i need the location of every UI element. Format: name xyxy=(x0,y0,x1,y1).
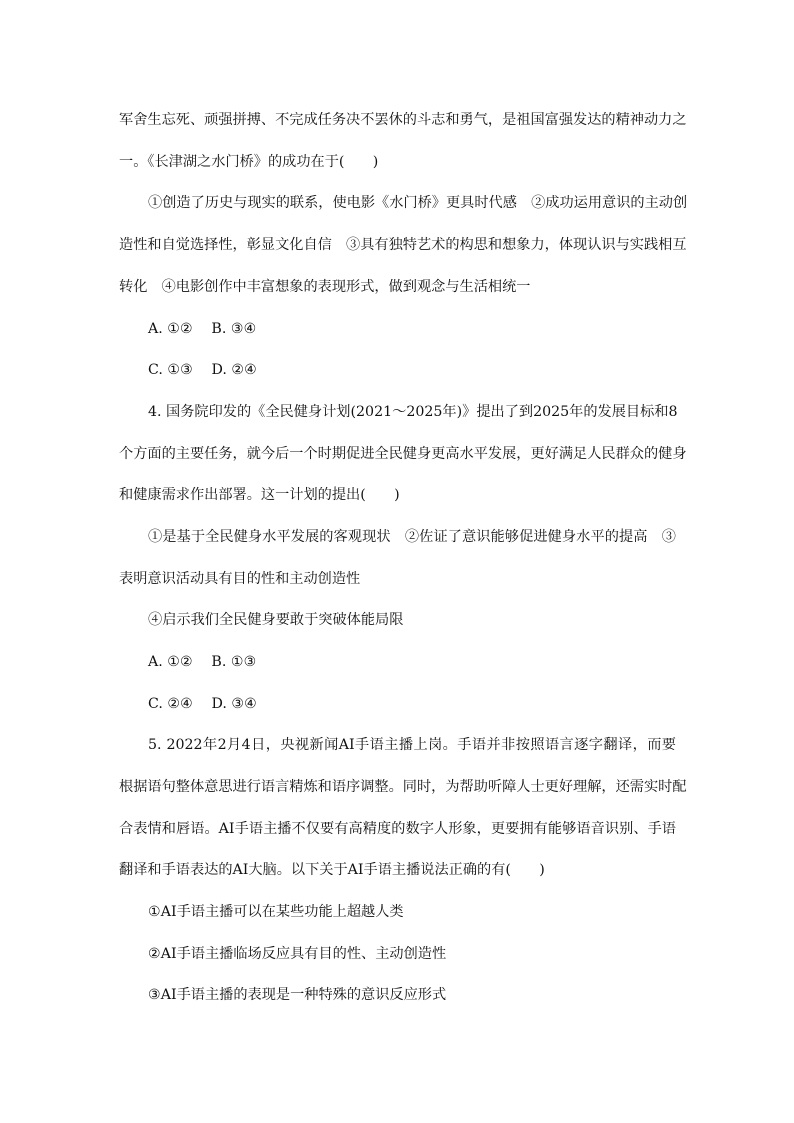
answer-choices: C. ②④ D. ③④ xyxy=(148,696,257,712)
option-line: 转化 ④电影创作中丰富想象的表现形式，做到观念与生活相统一 xyxy=(119,279,531,295)
option-line: ④启示我们全民健身要敢于突破体能局限 xyxy=(148,612,404,628)
option-line: ②AI手语主播临场反应具有目的性、主动创造性 xyxy=(148,946,447,962)
question-3-stem-end: 一。《长津湖之水门桥》的成功在于( ) xyxy=(119,154,379,170)
option-line: 造性和自觉选择性，彰显文化自信 ③具有独特艺术的构思和想象力，体现认识与实践相互 xyxy=(119,237,687,253)
option-line: 表明意识活动具有目的性和主动创造性 xyxy=(119,571,361,587)
option-line: ③AI手语主播的表现是一种特殊的意识反应形式 xyxy=(148,987,447,1003)
question-5-stem: 根据语句整体意思进行语言精炼和语序调整。同时，为帮助听障人士更好理解，还需实时配 xyxy=(119,779,687,795)
question-4-stem: 个方面的主要任务，就今后一个时期促进全民健身更高水平发展，更好满足人民群众的健身 xyxy=(119,446,687,462)
option-line: ①是基于全民健身水平发展的客观现状 ②佐证了意识能够促进健身水平的提高 ③ xyxy=(148,529,676,545)
text-line: 军舍生忘死、顽强拼搏、不完成任务决不罢休的斗志和勇气，是祖国富强发达的精神动力之 xyxy=(119,112,687,128)
question-5-stem: 5. 2022年2月4日，央视新闻AI手语主播上岗。手语并非按照语言逐字翻译，而要 xyxy=(148,737,676,753)
option-line: ①创造了历史与现实的联系，使电影《水门桥》更具时代感 ②成功运用意识的主动创 xyxy=(148,195,688,211)
answer-choices: A. ①② B. ③④ xyxy=(148,321,257,337)
question-4-stem: 4. 国务院印发的《全民健身计划(2021～2025年)》提出了到2025年的发展目标和8 xyxy=(148,404,678,420)
question-5-stem: 翻译和手语表达的AI大脑。以下关于AI手语主播说法正确的有( ) xyxy=(119,862,545,878)
answer-choices: C. ①③ D. ②④ xyxy=(148,362,257,378)
option-line: ①AI手语主播可以在某些功能上超越人类 xyxy=(148,904,404,920)
answer-choices: A. ①② B. ①③ xyxy=(148,654,257,670)
question-5-stem: 合表情和唇语。AI手语主播不仅要有高精度的数字人形象，更要拥有能够语音识别、手语 xyxy=(119,821,676,837)
question-4-stem: 和健康需求作出部署。这一计划的提出( ) xyxy=(119,487,400,503)
